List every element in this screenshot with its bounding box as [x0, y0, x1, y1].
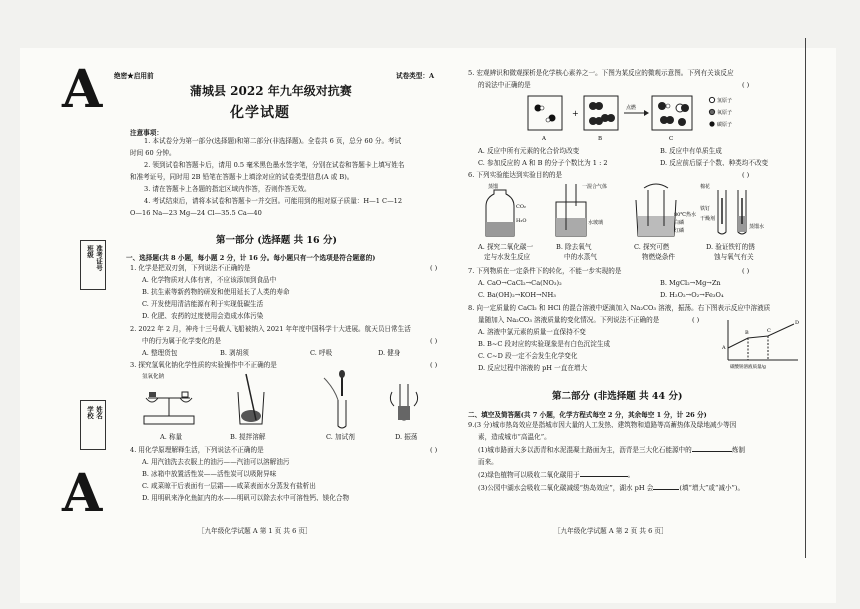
svg-text:氧原子: 氧原子 — [717, 110, 733, 116]
svg-text:水玻璃: 水玻璃 — [588, 220, 604, 226]
part2-heading: 第二部分 (非选择题 共 44 分) — [552, 391, 683, 402]
q4-option: B. 冰箱中放置活性炭——活性炭可以吸附异味 — [142, 470, 277, 478]
q1-option: A. 化学物质对人体有害，不应该添加到食品中 — [142, 276, 277, 284]
note-line: 1. 本试卷分为第一部分(选择题)和第二部分(非选择题)。全卷共 6 页，总分 60 分。考试 — [144, 137, 402, 145]
question-9-cont: 素，造成城市“高温化”。 — [478, 433, 551, 441]
q6-option: 中的水蒸气 — [564, 253, 597, 261]
note-line: 2. 领到试卷和答题卡后，请用 0.5 毫米黑色墨水签字笔，分别在试卷和答题卡上填写姓名 — [144, 161, 405, 169]
note-line: O—16 Na—23 Mg—24 Cl—35.5 Ca—40 — [130, 209, 262, 217]
q3-option: D. 振荡 — [395, 433, 418, 441]
subject-title: 化学试题 — [230, 105, 290, 121]
answer-bracket: ( ) — [430, 337, 438, 345]
q9-part1 — [478, 447, 745, 454]
svg-text:碳酸钠溶液质量/g: 碳酸钠溶液质量/g — [730, 365, 766, 370]
q6-option: C. 探究可燃 — [634, 243, 670, 251]
svg-text:棉花: 棉花 — [700, 184, 711, 190]
svg-text:CO₂: CO₂ — [516, 204, 526, 210]
q6-option: B. 除去氧气 — [556, 243, 592, 251]
secret-label: 绝密★启用前 — [114, 72, 154, 80]
answer-bracket: ( ) — [742, 81, 750, 89]
q7-option: A. CaO→CaCl₂→Ca(NO₃)₂ — [478, 279, 562, 287]
q9-part1-blank[interactable] — [692, 451, 732, 452]
q7-option: C. Ba(OH)₂→KOH→NH₃ — [478, 291, 556, 299]
q9-part1-tail: 炼制 — [731, 446, 745, 454]
q8-graph — [718, 318, 804, 370]
exam-sheet — [20, 48, 836, 603]
exam-number-label: 准考证号 — [95, 245, 103, 271]
question-6: 6. 下列实验能达到实验目的的是 — [468, 171, 563, 179]
answer-bracket: ( ) — [430, 361, 438, 369]
svg-text:B: B — [598, 136, 603, 142]
q9-part3-text: (3)公园中湖水会吸收二氧化碳减缓“热岛效应”，湖水 pH 会 — [478, 484, 654, 492]
answer-bracket: ( ) — [742, 171, 750, 179]
section2-heading: 二、填空及简答题(共 7 小题，化学方程式每空 2 分，其余每空 1 分，计 26 分) — [468, 411, 707, 419]
part1-heading: 第一部分 (选择题 共 16 分) — [216, 235, 337, 246]
svg-text:干燥剂: 干燥剂 — [700, 216, 716, 222]
answer-bracket: ( ) — [692, 316, 700, 324]
q4-option: A. 用汽油洗去衣服上的油污——汽油可以溶解油污 — [142, 458, 290, 466]
q5-option: A. 反应中所有元素的化合价均改变 — [478, 147, 580, 155]
class-label: 班级 — [86, 245, 94, 258]
svg-text:H₂O: H₂O — [516, 218, 527, 224]
name-label: 姓名 — [95, 406, 103, 419]
left-page-footer: ［九年级化学试题 A 第 1 页 共 6 页］ — [198, 527, 312, 535]
q8-option: D. 反应过程中溶液的 pH 一直在增大 — [478, 364, 588, 372]
q2-option: A. 整理货包 — [142, 349, 178, 357]
exam-title: 蒲城县 2022 年九年级对抗赛 — [190, 84, 352, 98]
svg-text:D: D — [795, 320, 800, 326]
question-9: 9.(3 分)城市热岛效应是指城市因大量的人工发热、建筑物和道路等高蓄热体及绿地减少等因 — [468, 421, 737, 429]
svg-text:+: + — [572, 109, 579, 118]
note-line: 和准考证号，同时用 2B 铅笔在答题卡上填涂对应的试卷类型信息(A 或 B)。 — [130, 173, 354, 181]
question-8: 8. 向一定质量的 CaCl₂ 和 HCl 的混合溶液中逐滴加入 Na₂CO₃ 溶液，振荡。右下图表示反应中溶液质 — [468, 304, 771, 312]
q6-experiment-figure — [478, 180, 768, 240]
q9-part3-blank[interactable] — [653, 489, 679, 490]
paper-type-letter-top: A — [62, 59, 103, 120]
notes-heading: 注意事项： — [130, 129, 163, 137]
svg-text:80℃热水: 80℃热水 — [674, 212, 696, 218]
paper-type-label: 试卷类型：A — [396, 72, 435, 80]
page-edge — [805, 38, 806, 558]
right-page-footer: ［九年级化学试题 A 第 2 页 共 6 页］ — [554, 527, 668, 535]
q7-option: B. MgCl₂→Mg→Zn — [660, 279, 721, 287]
q6-option: D. 验证铁钉的锈 — [706, 243, 755, 251]
question-2: 2. 2022 年 2 月，神舟十三号载人飞船被纳入 2021 年年度中国科学十大进展。航天员日常生活 — [130, 325, 411, 333]
svg-text:白磷: 白磷 — [674, 220, 685, 226]
svg-text:B: B — [745, 330, 749, 336]
shaking-test-tube-icon — [390, 384, 417, 420]
q2-option: B. 剥胡须 — [220, 349, 249, 357]
svg-text:蒸馏水: 蒸馏水 — [749, 224, 765, 230]
question-4: 4. 用化学原理解释生活，下列说法不正确的是 — [130, 446, 264, 454]
section1-heading: 一、选择题(共 8 小题，每小题 2 分，计 16 分。每小题只有一个选项是符合题意的) — [126, 254, 376, 262]
q7-option: D. H₂O₂→O₂→Fe₃O₄ — [660, 291, 724, 299]
svg-text:氢原子: 氢原子 — [717, 98, 733, 104]
svg-text:A: A — [542, 136, 546, 142]
note-line: 4. 考试结束后，请将本试卷和答题卡一并交回。可能用到的相对原子质量：H—1 C—12 — [144, 197, 403, 205]
q8-option: A. 溶液中氯元素的质量一直保持不变 — [478, 328, 586, 336]
q2-option: D. 健身 — [378, 349, 401, 357]
beaker-combustion-icon — [636, 184, 696, 236]
q8-option: C. C~D 段一定不会发生化学变化 — [478, 352, 578, 360]
q5-micro-diagram — [526, 92, 766, 142]
svg-text:氢氧化钠: 氢氧化钠 — [142, 374, 165, 380]
q3-option: C. 加试剂 — [326, 433, 355, 441]
q1-option: D. 化肥、农药的过度使用会造成水体污染 — [142, 312, 264, 320]
svg-text:碳原子: 碳原子 — [717, 122, 733, 128]
q4-option: D. 用明矾来净化鱼缸内的水——明矾可以除去水中可溶性钙、镁化合物 — [142, 494, 350, 502]
svg-text:红磷: 红磷 — [674, 228, 685, 234]
paper-type-letter-bottom: A — [62, 463, 103, 524]
q9-part2-tail: 。 — [627, 471, 635, 479]
note-line: 3. 请在答题卡上各题的指定区域内作答，否则作答无效。 — [144, 185, 311, 193]
question-8-cont: 量随加入 Na₂CO₃ 溶液质量的变化情况。下列说法不正确的是 — [478, 316, 660, 324]
q1-option: B. 抗生素等新药物的研发和使用延长了人类的寿命 — [142, 288, 290, 296]
answer-bracket: ( ) — [430, 446, 438, 454]
q1-option: C. 开发使用清洁能源有利于实现低碳生活 — [142, 300, 264, 308]
answer-bracket: ( ) — [742, 267, 750, 275]
svg-text:铁钉: 铁钉 — [700, 206, 711, 212]
q8-option: B. B~C 段对应的实验现象是有白色沉淀生成 — [478, 340, 611, 348]
svg-text:C: C — [767, 328, 771, 334]
svg-text:A: A — [722, 345, 726, 351]
q9-part1-cont: 而来。 — [478, 458, 498, 466]
q6-option: 定与水发生反应 — [484, 253, 531, 261]
test-tube-rust-icon — [700, 183, 764, 234]
question-5: 5. 宏观辨识和微观探析是化学核心素养之一。下图为某反应的微观示意图。下列有关该反应 — [468, 69, 734, 77]
q9-part1-text: (1)城市路面大多以沥青和水泥混凝土路面为主，沥青是三大化石能源中的 — [478, 446, 692, 454]
q3-apparatus-figure — [138, 370, 438, 432]
question-2-cont: 中的行为属于化学变化的是 — [142, 337, 222, 345]
question-7: 7. 下列物质在一定条件下的转化，不能一步实现的是 — [468, 267, 622, 275]
q5-option: B. 反应中有单质生成 — [660, 147, 722, 155]
q3-option: B. 搅拌溶解 — [230, 433, 266, 441]
svg-text:一混合气体: 一混合气体 — [582, 184, 608, 190]
q6-option: 蚀与氧气有关 — [714, 253, 754, 261]
q6-option: 物燃烧条件 — [642, 253, 675, 261]
question-5-cont: 的说法中正确的是 — [478, 81, 531, 89]
dropper-test-tube-icon — [324, 370, 346, 428]
answer-bracket: ( ) — [430, 264, 438, 272]
q9-part2-text: (2)绿色植物可以吸收二氧化碳用于 — [478, 471, 580, 479]
svg-text:C: C — [669, 136, 674, 142]
svg-text:点燃: 点燃 — [626, 105, 637, 111]
q3-option: A. 称量 — [160, 433, 183, 441]
question-3: 3. 探究氢氧化钠化学性质的实验操作中不正确的是 — [130, 361, 277, 369]
bottle-apparatus-icon — [486, 183, 526, 236]
q5-option: D. 反应前后原子个数、种类均不改变 — [660, 159, 769, 167]
q9-part3 — [478, 485, 744, 492]
balance-icon — [144, 392, 194, 424]
note-line: 时间 60 分钟。 — [130, 149, 176, 157]
gas-wash-bottle-icon — [556, 183, 607, 236]
q9-part3-tail: (填“增大”或“减小”)。 — [679, 484, 745, 492]
beaker-stir-icon — [238, 374, 264, 424]
q9-part2-blank[interactable] — [580, 476, 628, 477]
q5-option: C. 参加反应的 A 和 B 的分子个数比为 1 : 2 — [478, 159, 608, 167]
q6-option: A. 探究二氧化碳一 — [478, 243, 534, 251]
q9-part2 — [478, 472, 634, 479]
q2-option: C. 呼吸 — [310, 349, 333, 357]
q4-option: C. 咸菜晾干后表面有一层霜——咸菜表面水分蒸发有盐析出 — [142, 482, 316, 490]
school-label: 学校 — [86, 406, 94, 419]
question-1: 1. 化学是把双刃剑，下列说法不正确的是 — [130, 264, 251, 272]
svg-text:蒸馏: 蒸馏 — [488, 184, 499, 190]
